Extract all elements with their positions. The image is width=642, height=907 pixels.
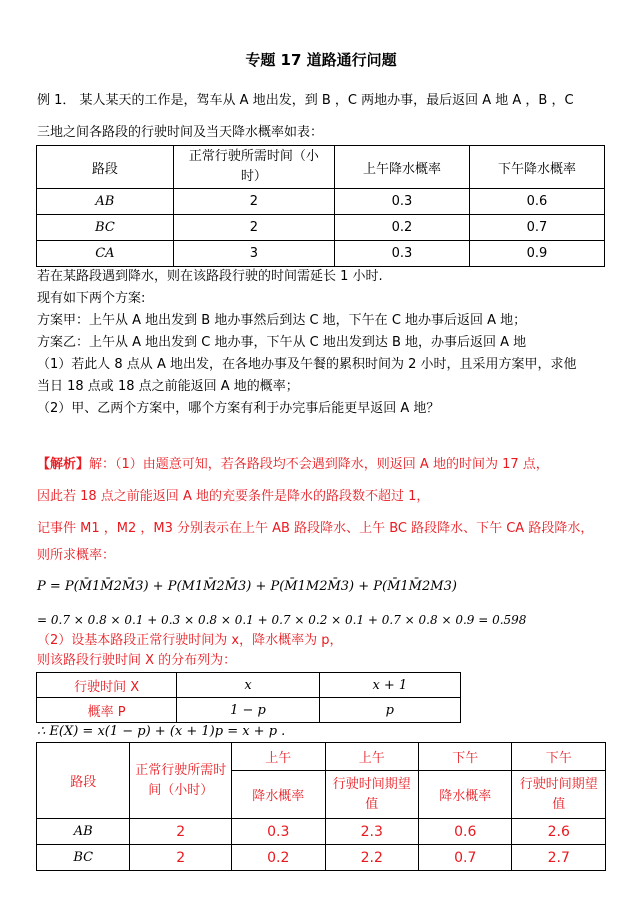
header-am-rain: 降水概率	[232, 771, 325, 819]
solution-text-1: 解：（1）由题意可知，若各路段均不会遇到降水，则返回 A 地的时间为 17 点，	[89, 457, 549, 472]
header-pm: 下午	[418, 743, 511, 771]
header-am-2: 上午	[325, 743, 418, 771]
intro-line-2: 三地之间各路段的行驶时间及当天降水概率如表：	[37, 125, 324, 140]
header-pm-rain: 下午降水概率	[469, 146, 604, 189]
cell-am-rain: 0.2	[232, 845, 325, 871]
distribution-table	[36, 672, 461, 723]
cell-x: x	[177, 673, 319, 698]
cell-am-rain: 0.3	[334, 241, 469, 267]
cell-x-plus-1: x + 1	[319, 673, 460, 698]
header-pm-rain: 降水概率	[418, 771, 511, 819]
table-row	[37, 215, 605, 241]
cell-time: 3	[173, 241, 334, 267]
cell-am-rain: 0.3	[334, 189, 469, 215]
table-row	[37, 241, 605, 267]
cell-pm-expectation: 2.6	[512, 819, 606, 845]
expectation-formula: ∴ E(X) = x(1 − p) + (x + 1)p = x + p .	[37, 724, 286, 739]
problem-line-3: 方案甲：上午从 A 地出发到 B 地办事然后到达 C 地，下午在 C 地办事后返回 A 地；	[37, 313, 527, 328]
table-row	[37, 819, 606, 845]
cell-pm-rain: 0.9	[469, 241, 604, 267]
solution-line-6: 则该路段行驶时间 X 的分布列为：	[37, 653, 237, 668]
problem-line-2: 现有如下两个方案:	[37, 291, 146, 306]
cell-road: AB	[37, 189, 174, 215]
cell-pm-rain: 0.6	[418, 819, 511, 845]
problem-line-1: 若在某路段遇到降水，则在该路段行驶的时间需延长 1 小时.	[37, 269, 383, 284]
header-normal-time: 正常行驶所需时间（小时）	[173, 146, 334, 189]
header-pm-expectation: 行驶时间期望值	[512, 771, 606, 819]
cell-road: BC	[37, 215, 174, 241]
cell-time: 2	[173, 215, 334, 241]
solution-line-5: （2）设基本路段正常行驶时间为 x，降水概率为 p，	[37, 633, 343, 648]
cell-am-expectation: 2.2	[325, 845, 418, 871]
table-row	[37, 698, 461, 723]
cell-time: 2	[173, 189, 334, 215]
cell-pm-rain: 0.7	[469, 215, 604, 241]
cell-pm-rain: 0.6	[469, 189, 604, 215]
cell-time: 2	[130, 819, 232, 845]
header-am-rain: 上午降水概率	[334, 146, 469, 189]
cell-prob-label: 概率 P	[37, 698, 177, 723]
problem-line-7: （2）甲、乙两个方案中，哪个方案有利于办完事后能更早返回 A 地？	[37, 401, 440, 416]
cell-time-label: 行驶时间 X	[37, 673, 177, 698]
cell-pm-expectation: 2.7	[512, 845, 606, 871]
header-am: 上午	[232, 743, 325, 771]
solution-line-4: 则所求概率：	[37, 548, 116, 563]
cell-am-rain: 0.2	[334, 215, 469, 241]
header-road: 路段	[37, 146, 174, 189]
table-header-row	[37, 146, 605, 189]
problem-line-4: 方案乙：上午从 A 地出发到 C 地办事，下午从 C 地出发到达 B 地，办事后返回 A 地	[37, 335, 527, 350]
probability-formula: P = P(M̄1M̄2M̄3) + P(M1M̄2M̄3) + P(M̄1M2M̄3) + P(M̄1M̄2M3)	[37, 579, 457, 594]
page-title: 专题 17 道路通行问题	[245, 51, 397, 69]
cell-pm-rain: 0.7	[418, 845, 511, 871]
cell-road: AB	[37, 819, 130, 845]
cell-time: 2	[130, 845, 232, 871]
solution-line-2: 因此若 18 点之前能返回 A 地的充要条件是降水的路段数不超过 1，	[37, 489, 430, 504]
cell-one-minus-p: 1 − p	[177, 698, 319, 723]
expectation-table	[36, 742, 606, 871]
solution-line-1	[37, 456, 549, 474]
header-road: 路段	[37, 743, 130, 819]
cell-road: BC	[37, 845, 130, 871]
solution-tag: 【解析】	[37, 457, 90, 472]
table-row	[37, 845, 606, 871]
solution-line-3: 记事件 M1 ，M2 ，M3 分别表示在上午 AB 路段降水、上午 BC 路段降水、下午 CA 路段降水，	[37, 521, 594, 536]
cell-am-expectation: 2.3	[325, 819, 418, 845]
cell-road: CA	[37, 241, 174, 267]
cell-p: p	[319, 698, 460, 723]
cell-am-rain: 0.3	[232, 819, 325, 845]
problem-line-6: 当日 18 点或 18 点之前能返回 A 地的概率；	[37, 379, 299, 394]
table-row	[37, 189, 605, 215]
header-normal-time: 正常行驶所需时间（小时）	[130, 743, 232, 819]
probability-calculation: = 0.7 × 0.8 × 0.1 + 0.3 × 0.8 × 0.1 + 0.7 × 0.2 × 0.1 + 0.7 × 0.8 × 0.9 = 0.598	[37, 613, 527, 627]
table-row	[37, 673, 461, 698]
road-time-table	[36, 145, 605, 267]
header-am-expectation: 行驶时间期望值	[325, 771, 418, 819]
header-pm-2: 下午	[512, 743, 606, 771]
intro-line-1: 例 1． 某人某天的工作是，驾车从 A 地出发，到 B ，C 两地办事，最后返回 A 地 A ，B ，C	[37, 93, 574, 108]
table-header-row	[37, 743, 606, 771]
problem-line-5: （1）若此人 8 点从 A 地出发，在各地办事及午餐的累积时间为 2 小时，且采用方案甲，求他	[37, 357, 577, 372]
